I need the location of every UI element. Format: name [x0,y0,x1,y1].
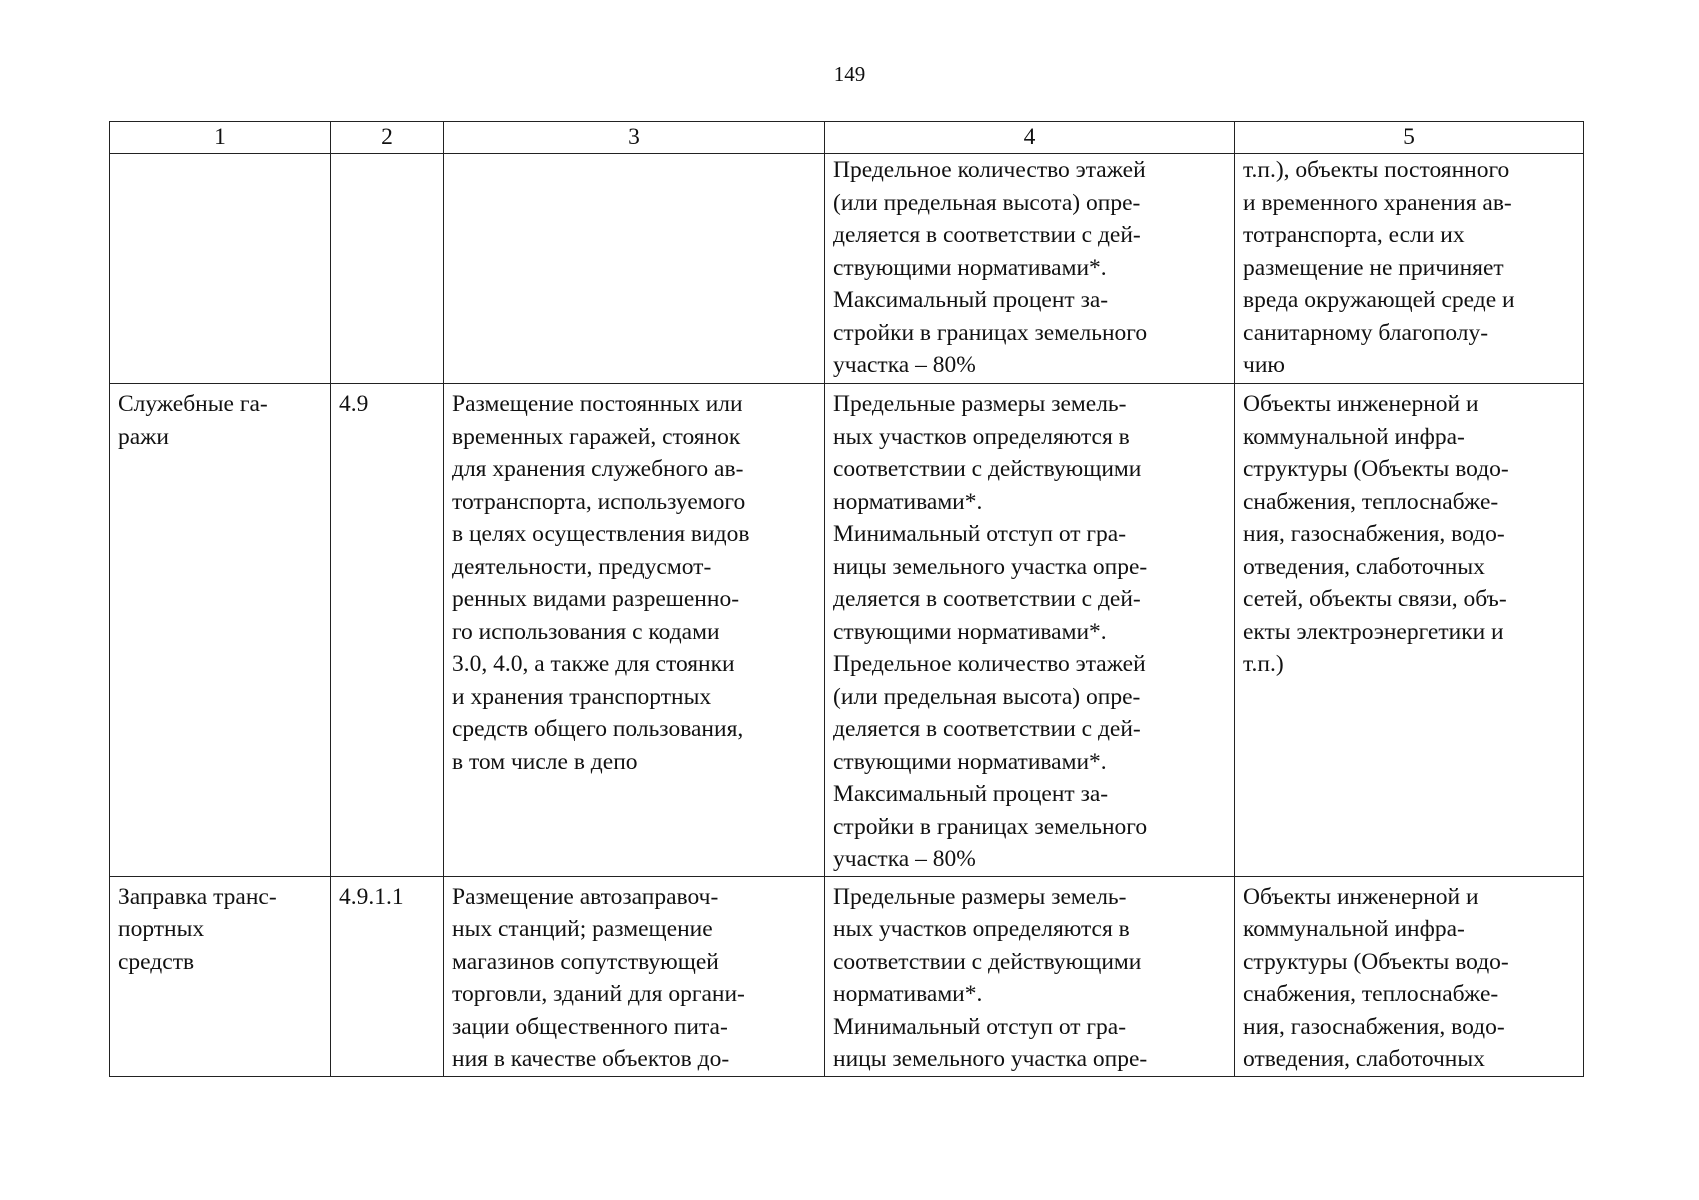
cell-text-line: тотранспорта, если их [1243,222,1465,248]
table-header-row [110,122,1584,154]
cell-text-line: го использования с кодами [452,618,720,645]
cell-text-line: тотранспорта, используемого [452,488,746,515]
cell-text-line: Предельные размеры земель- [833,391,1127,417]
cell-text-line: деляется в соответствии с дей- [833,716,1141,742]
cell-parameters [825,154,1235,384]
page-number: 149 [833,62,866,86]
cell-use-description [444,154,825,384]
column-header-5: 5 [1235,122,1584,154]
cell-text-line: Объекты инженерной и [1243,391,1479,417]
cell-text-line: Максимальный процент за- [833,781,1109,807]
table-row [110,876,1584,1076]
cell-text-line: ния в качестве объектов до- [452,1046,730,1072]
cell-text-line: коммунальной инфра- [1243,916,1465,942]
cell-text-line: 4.9 [339,391,369,417]
cell-text-line: (или предельная высота) опре- [833,683,1141,710]
cell-text-line: Предельное количество этажей [833,651,1146,677]
cell-text-line: Заправка транс- [118,883,277,910]
column-header-2: 2 [331,122,444,154]
cell-auxiliary-objects [1235,154,1584,384]
cell-text-line: (или предельная высота) опре- [833,189,1141,216]
cell-text-line: соответствии с действующими [833,948,1142,975]
cell-text-line: ния, газоснабжения, водо- [1243,521,1505,547]
cell-text-line: коммунальной инфра- [1243,423,1465,450]
cell-parameters [825,384,1235,877]
cell-use-description [444,876,825,1076]
cell-text-line: участка – 80% [833,352,976,378]
cell-text-line: Размещение автозаправоч- [452,883,719,910]
cell-use-code [331,384,444,877]
cell-use-name [110,154,331,384]
cell-text-line: в целях осуществления видов [452,521,750,547]
cell-text-line: чию [1243,352,1285,378]
cell-text-line: Объекты инженерной и [1243,883,1479,910]
cell-text-line: Служебные га- [118,391,268,417]
cell-text-line: участка – 80% [833,846,976,872]
cell-auxiliary-objects [1235,876,1584,1076]
cell-auxiliary-objects [1235,384,1584,877]
cell-use-name [110,384,331,877]
cell-text-line: деляется в соответствии с дей- [833,222,1141,248]
cell-text-line: ренных видами разрешенно- [452,586,740,612]
cell-text-line: вреда окружающей среде и [1243,287,1515,313]
cell-text-line: Максимальный процент за- [833,287,1109,313]
cell-text-line: ных участков определяются в [833,423,1130,450]
cell-text-line: соответствии с действующими [833,456,1142,482]
cell-text-line: структуры (Объекты водо- [1243,456,1509,482]
cell-text-line: ницы земельного участка опре- [833,553,1148,580]
cell-text-line: 4.9.1.1 [339,883,404,910]
cell-text-line: Размещение постоянных или [452,391,743,417]
cell-text-line: размещение не причиняет [1243,254,1504,281]
cell-text-line: санитарному благополу- [1243,319,1489,346]
cell-text-line: для хранения служебного ав- [452,456,744,482]
cell-text-line: ствующими нормативами*. [833,618,1107,645]
cell-text-line: сетей, объекты связи, объ- [1243,586,1507,612]
cell-text-line: ствующими нормативами*. [833,254,1107,281]
cell-text-line: торговли, зданий для органи- [452,981,745,1007]
cell-text-line: т.п.), объекты постоянного [1243,157,1510,183]
cell-text-line: снабжения, теплоснабже- [1243,488,1499,515]
cell-text-line: Минимальный отступ от гра- [833,1013,1127,1040]
cell-text-line: ражи [118,423,169,450]
cell-use-name [110,876,331,1076]
table-row [110,154,1584,384]
cell-text-line: снабжения, теплоснабже- [1243,981,1499,1007]
cell-text-line: портных [118,916,205,942]
column-header-3: 3 [444,122,825,154]
cell-text-line: 3.0, 4.0, а также для стоянки [452,651,735,677]
column-header-4: 4 [825,122,1235,154]
table-row [110,384,1584,877]
column-header-1: 1 [110,122,331,154]
cell-use-code [331,154,444,384]
cell-use-code [331,876,444,1076]
cell-text-line: средств [118,948,195,975]
cell-text-line: и временного хранения ав- [1243,189,1512,216]
cell-text-line: нормативами*. [833,488,983,515]
cell-text-line: ницы земельного участка опре- [833,1046,1148,1072]
cell-text-line: екты электроэнергетики и [1243,618,1504,645]
cell-text-line: структуры (Объекты водо- [1243,948,1509,975]
cell-text-line: стройки в границах земельного [833,319,1148,346]
cell-text-line: деятельности, предусмот- [452,553,712,580]
zoning-table [109,121,1584,1077]
cell-text-line: деляется в соответствии с дей- [833,586,1141,612]
cell-parameters [825,876,1235,1076]
cell-text-line: временных гаражей, стоянок [452,423,741,450]
cell-text-line: Предельное количество этажей [833,157,1146,183]
cell-text-line: Минимальный отступ от гра- [833,521,1127,547]
cell-text-line: т.п.) [1243,651,1284,677]
cell-text-line: ных участков определяются в [833,916,1130,942]
cell-text-line: магазинов сопутствующей [452,948,719,975]
cell-text-line: стройки в границах земельного [833,813,1148,840]
cell-text-line: нормативами*. [833,981,983,1007]
cell-text-line: отведения, слаботочных [1243,553,1485,580]
cell-text-line: Предельные размеры земель- [833,883,1127,910]
cell-text-line: отведения, слаботочных [1243,1046,1485,1072]
cell-text-line: ствующими нормативами*. [833,748,1107,775]
cell-text-line: ния, газоснабжения, водо- [1243,1013,1505,1040]
cell-text-line: в том числе в депо [452,748,638,775]
cell-text-line: ных станций; размещение [452,916,713,942]
cell-text-line: зации общественного пита- [452,1013,728,1040]
cell-text-line: средств общего пользования, [452,716,744,742]
cell-use-description [444,384,825,877]
cell-text-line: и хранения транспортных [452,683,712,710]
